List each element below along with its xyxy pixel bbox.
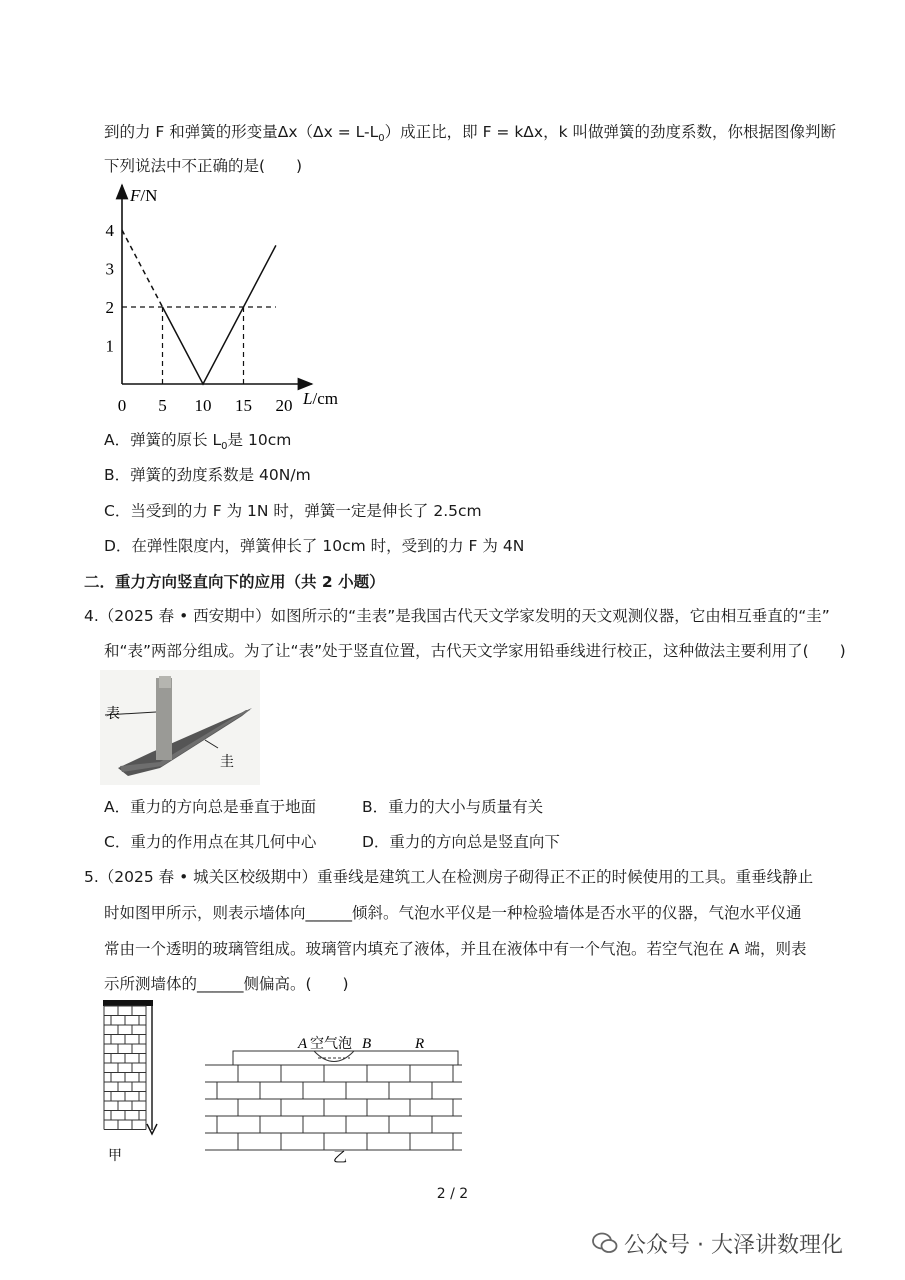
y-tick-3: 3: [105, 259, 114, 279]
label-air-bubble: 空气泡: [310, 1036, 352, 1052]
q3-option-b: B．弹簧的劲度系数是 40N/m: [104, 466, 311, 484]
q5-stem-line-3: 常由一个透明的玻璃管组成。玻璃管内填充了液体，并且在液体中有一个气泡。若空气泡在 A 端，则表: [104, 940, 807, 958]
x-tick-0: 0: [117, 396, 127, 415]
series-solid: [163, 245, 276, 384]
q3-stem-line-2: 下列说法中不正确的是( ): [104, 157, 303, 175]
q3-stem-line-1: 到的力 F 和弹簧的形变量$\Delta x(\Delta x = L-L_0)$成正比，即 F = kΔx，k 叫做弹簧的劲度系数，你根据图像判断: [104, 123, 836, 145]
q3-option-d: D．在弹性限度内，弹簧伸长了 10cm 时，受到的力 F 为 4N: [104, 537, 525, 555]
x-tick-5: 5: [158, 396, 167, 415]
label-gui: 圭: [220, 754, 234, 770]
watermark: 公众号 · 大泽讲数理化: [592, 1228, 843, 1260]
x-tick-10: 10: [194, 396, 212, 415]
q4-option-c: C．重力的作用点在其几何中心: [104, 833, 317, 851]
label-r: R: [415, 1036, 425, 1052]
label-yi: 乙: [333, 1150, 347, 1166]
label-b: B: [362, 1036, 372, 1052]
x-tick-20: 20: [275, 396, 293, 415]
figure-jia-wall-plumb: [100, 998, 160, 1168]
q4-stem-line-1: 4.（2025 春 • 西安期中）如图所示的“圭表”是我国古代天文学家发明的天文观测仪器，它由相互垂直的“圭”: [84, 607, 830, 625]
q3-option-c: C．当受到的力 F 为 1N 时，弹簧一定是伸长了 2.5cm: [104, 502, 482, 520]
biao-pillar: [156, 678, 172, 760]
figure-yi-bubble-level: [200, 1030, 465, 1170]
y-tick-4: 4: [105, 221, 114, 240]
y-tick-1: 1: [105, 336, 114, 356]
q4-option-a: A．重力的方向总是垂直于地面: [104, 798, 317, 816]
page-number: 2 / 2: [436, 1186, 469, 1202]
q5-stem-line-4: 示所测墙体的______侧偏高。( ): [104, 975, 349, 993]
q3-option-a: A．弹簧的原长 $L_0$是 10cm: [104, 431, 292, 453]
q5-stem-line-2: 时如图甲所示，则表示墙体向______倾斜。气泡水平仪是一种检验墙体是否水平的仪器，气泡水平仪通: [104, 904, 802, 922]
section-heading: 二．重力方向竖直向下的应用（共 2 小题）: [84, 573, 385, 591]
gui-biao-illustration: [100, 670, 260, 785]
label-a: A: [298, 1036, 308, 1052]
label-jia: 甲: [108, 1148, 122, 1164]
x-tick-15: 15: [235, 396, 252, 415]
q4-option-b: B．重力的大小与质量有关: [362, 798, 544, 816]
label-biao: 表: [106, 706, 120, 722]
q5-stem-line-1: 5.（2025 春 • 城关区校级期中）重垂线是建筑工人在检测房子砌得正不正的时候使用的工具。重垂线静止: [84, 868, 814, 886]
q4-stem-line-2: 和“表”两部分组成。为了让“表”处于竖直位置，古代天文学家用铅垂线进行校正，这种做法主要利用了( ): [104, 642, 846, 660]
series-dashed: [122, 230, 163, 307]
spring-force-length-chart: [90, 175, 370, 425]
y-axis-label: F/N: [130, 186, 158, 205]
wechat-icon: [592, 1232, 618, 1260]
y-tick-2: 2: [105, 298, 114, 317]
x-axis-label: L/cm: [303, 389, 338, 408]
q4-option-d: D．重力的方向总是竖直向下: [362, 833, 560, 851]
